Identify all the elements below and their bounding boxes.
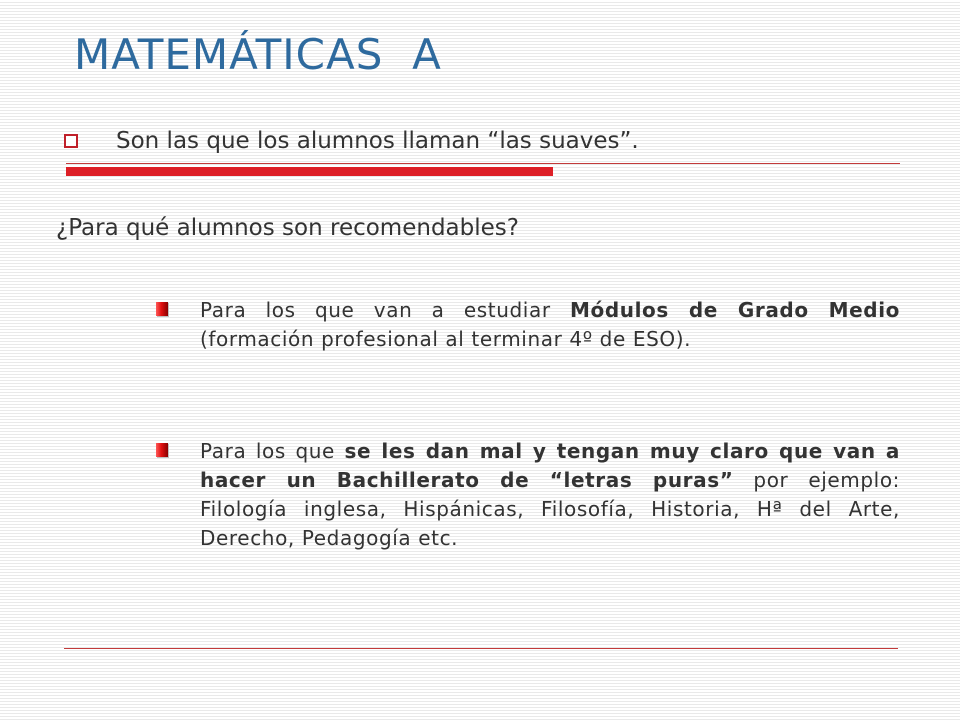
list-item-text (200, 437, 900, 553)
slide-title: MATEMÁTICAS A (74, 30, 442, 79)
intro-bullet (64, 128, 639, 154)
hollow-square-bullet-icon (64, 134, 78, 148)
item-text-bold: Módulos de Grado Medio (569, 298, 900, 322)
list-item (156, 437, 900, 553)
intro-bullet-text: Son las que los alumnos llaman “las suaves”. (116, 128, 639, 154)
item-text-part: (formación profesional al terminar 4º de ESO). (200, 327, 692, 351)
list-item (156, 296, 900, 354)
item-text-part: Para los que (200, 439, 345, 463)
item-text-part: por ejemplo: Filología inglesa, Hispánicas, Filosofía, Historia, Hª del Arte, Derecho, Pedagogía etc. (200, 468, 900, 550)
divider-line-top (66, 163, 900, 164)
item-text-part: Para los que van a estudiar (200, 298, 570, 322)
red-bullet-icon (156, 443, 168, 457)
red-bullet-icon (156, 302, 168, 316)
divider-line-bottom (64, 648, 898, 649)
item-text-bold: se les dan mal y tengan muy claro que van a hacer un Bachillerato de “letras puras” (200, 439, 900, 492)
accent-bar (66, 167, 553, 176)
list-item-text (200, 296, 900, 354)
question-heading: ¿Para qué alumnos son recomendables? (56, 215, 519, 241)
